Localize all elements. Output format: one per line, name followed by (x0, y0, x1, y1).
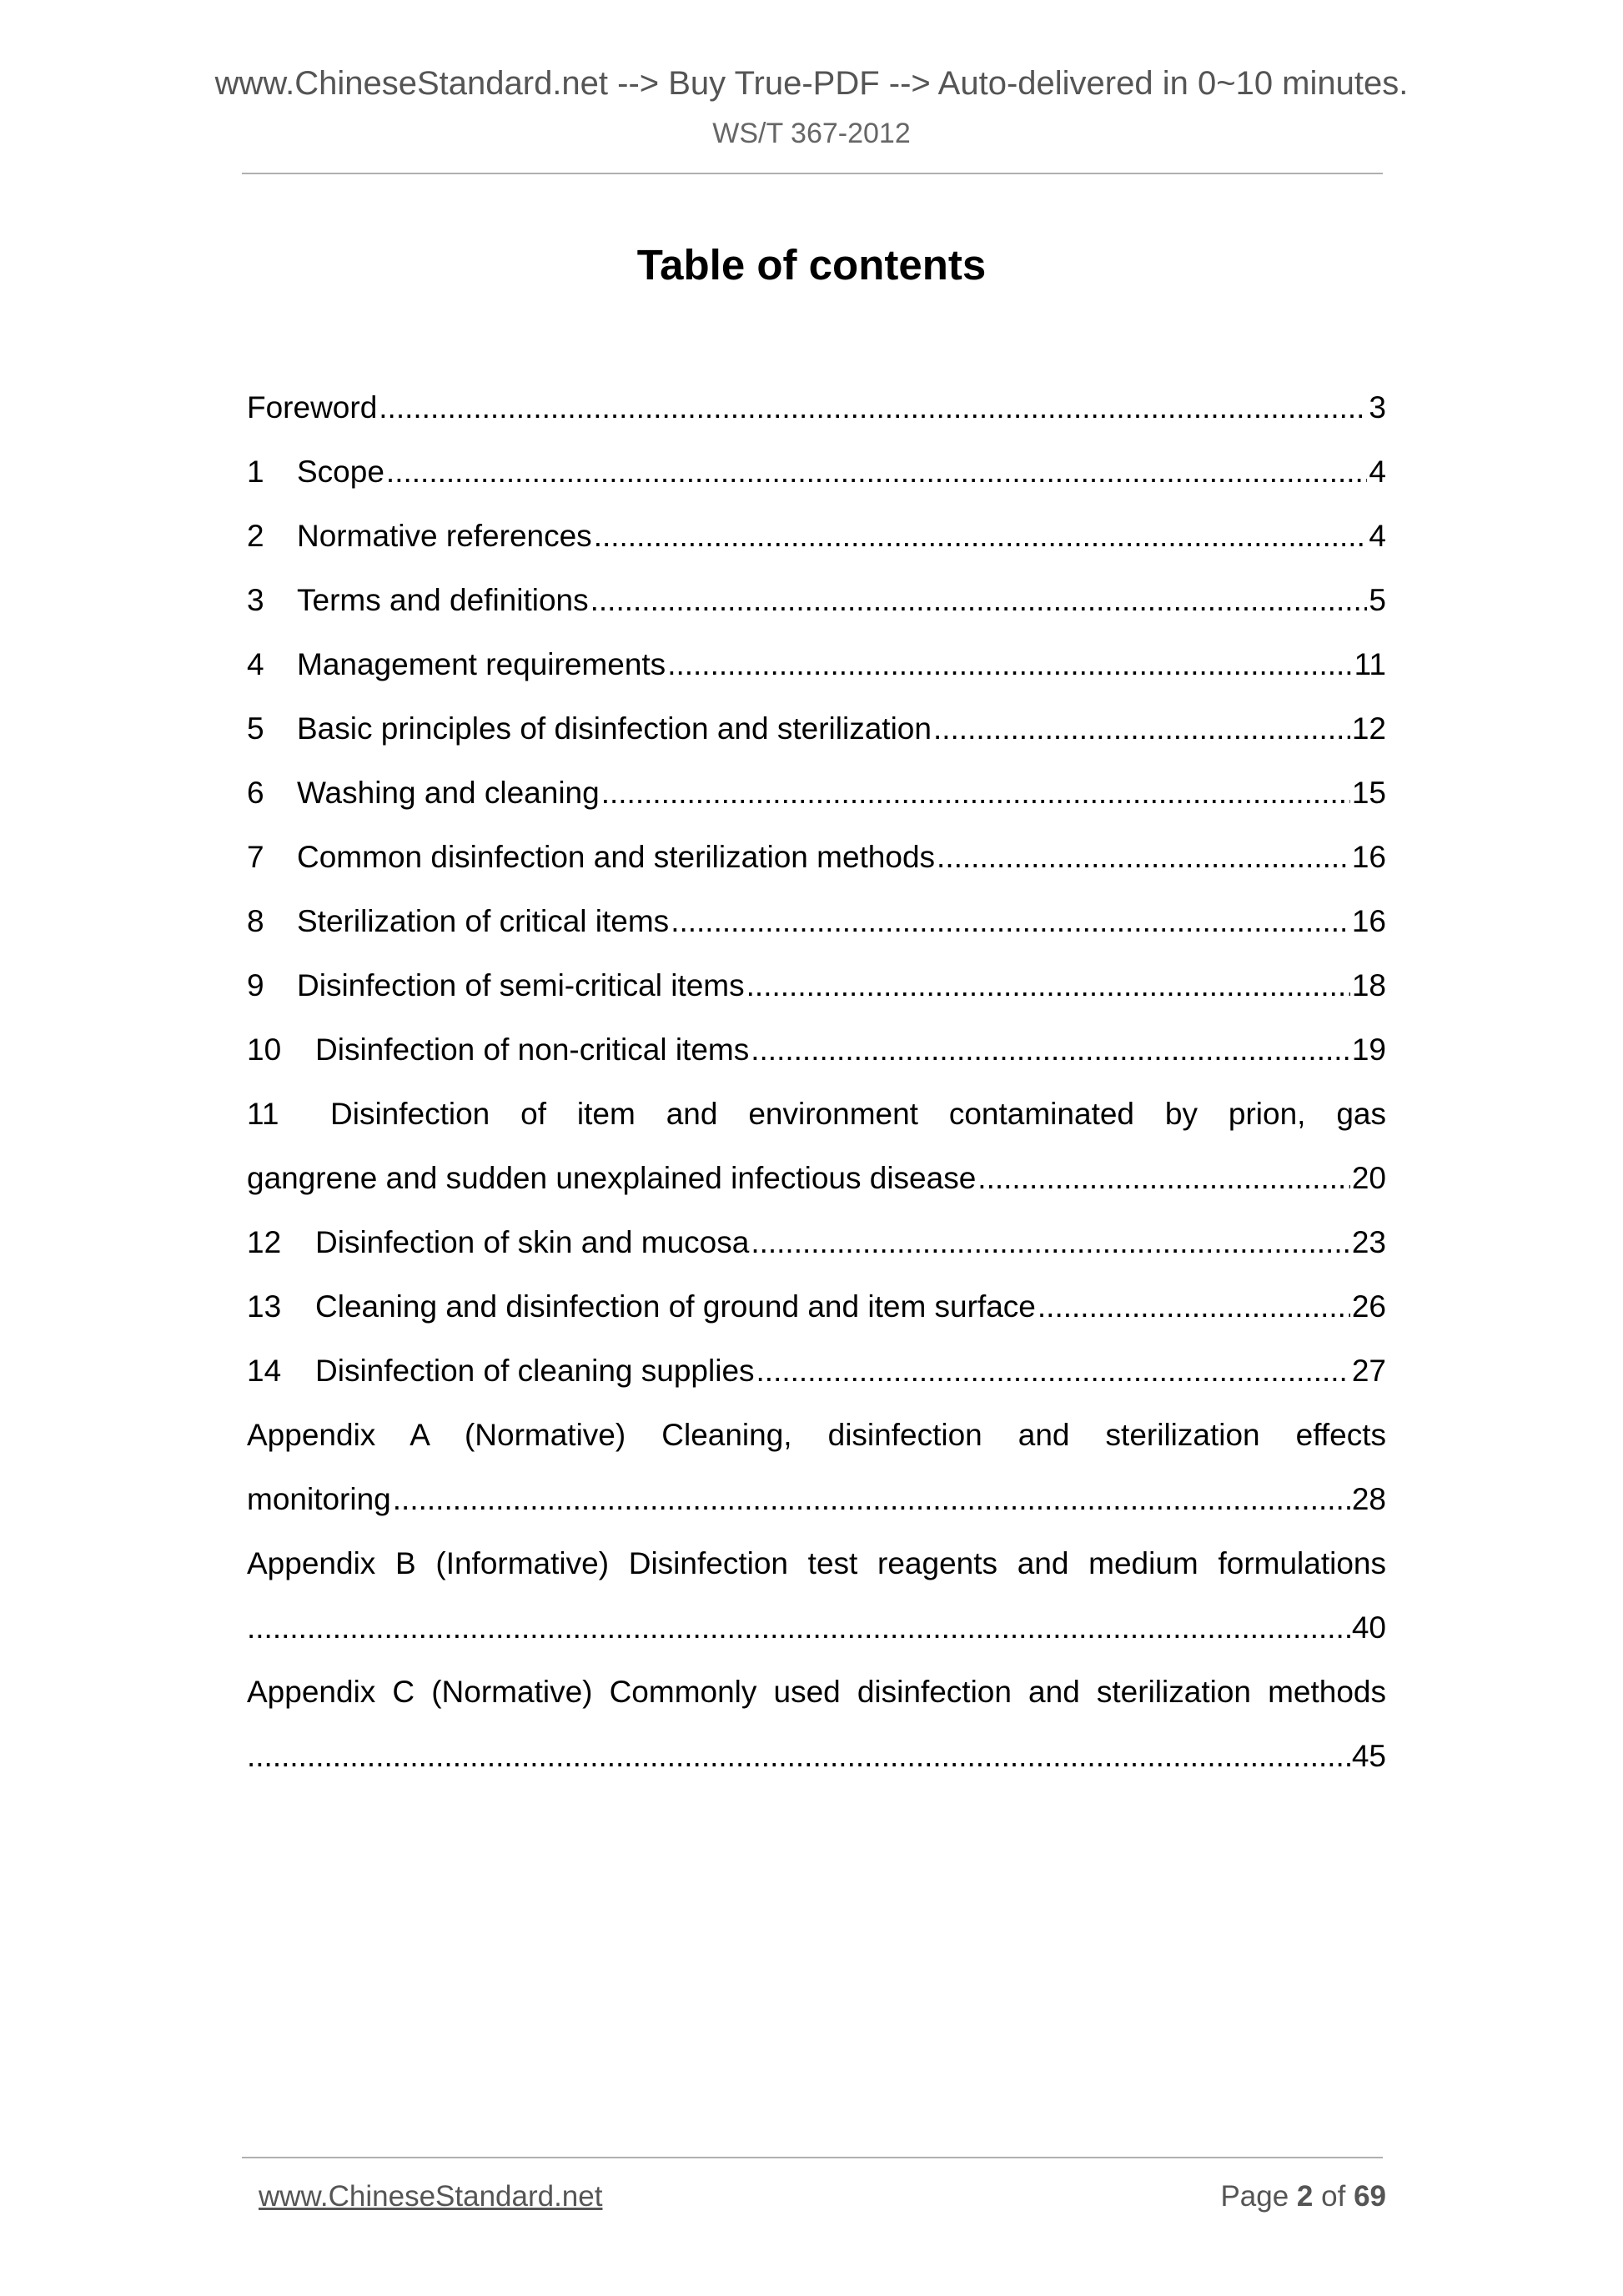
toc-leader-dots (746, 953, 1350, 1017)
toc-entry-page: 23 (1351, 1225, 1386, 1259)
toc-entry-number: 4 (247, 647, 264, 681)
toc-entry-title-line1 (247, 1082, 1386, 1146)
toc-entry-page: 40 (1351, 1610, 1386, 1645)
toc-entry-title: Foreword (247, 390, 378, 425)
toc-leader-dots (247, 1724, 1350, 1788)
toc-entry-page: 45 (1351, 1739, 1386, 1773)
toc-entry-title: Disinfection of cleaning supplies (315, 1354, 755, 1388)
toc-leader-dots (594, 504, 1368, 568)
toc-entry-title: Washing and cleaning (297, 776, 600, 810)
toc-entry-9[interactable] (247, 953, 1386, 1017)
toc-entry-title: Appendix A (Normative) Cleaning, disinfection and sterilization effects (247, 1418, 1386, 1452)
toc-entry-2[interactable] (247, 504, 1386, 568)
toc-entry-title: Sterilization of critical items (297, 904, 670, 938)
toc-entry-page: 20 (1351, 1161, 1386, 1195)
toc-entry-number: 12 (247, 1225, 282, 1259)
toc-leader-dots (379, 375, 1367, 440)
page-title: Table of contents (636, 241, 987, 289)
toc-entry-number: 10 (247, 1032, 282, 1067)
toc-entry-12[interactable] (247, 1210, 1386, 1274)
toc-entry-page: 27 (1351, 1354, 1386, 1388)
toc-entry-title: Basic principles of disinfection and sterilization (297, 711, 932, 746)
toc-entry-number: 1 (247, 455, 264, 489)
toc-entry-number: 5 (247, 711, 264, 746)
toc-entry-1[interactable] (247, 440, 1386, 504)
toc-entry-title: Appendix C (Normative) Commonly used disinfection and sterilization methods (247, 1675, 1386, 1709)
page-total: 69 (1354, 2180, 1386, 2213)
toc-leader-dots (590, 568, 1368, 632)
toc-leader-dots (667, 632, 1352, 696)
toc-entry-title: Common disinfection and sterilization methods (297, 840, 936, 874)
table-of-contents (247, 375, 1386, 1788)
toc-entry-title: Management requirements (297, 647, 666, 681)
toc-entry-page: 3 (1369, 390, 1386, 425)
toc-entry-5[interactable] (247, 696, 1386, 761)
toc-entry-page: 26 (1351, 1289, 1386, 1324)
toc-entry-13[interactable] (247, 1274, 1386, 1339)
toc-entry-appendix-c[interactable] (247, 1660, 1386, 1788)
toc-entry-number: 3 (247, 583, 264, 617)
toc-leader-dots (756, 1339, 1350, 1403)
toc-entry-page: 16 (1351, 904, 1386, 938)
toc-leader-dots (601, 761, 1350, 825)
toc-entry-title: Cleaning and disinfection of ground and item surface (315, 1289, 1036, 1324)
toc-entry-number: 11 (247, 1097, 279, 1131)
toc-entry-number: 6 (247, 776, 264, 810)
toc-entry-page: 15 (1351, 776, 1386, 810)
toc-entry-page: 12 (1351, 711, 1386, 746)
page-label: Page (1220, 2180, 1289, 2213)
toc-leader-dots (386, 440, 1368, 504)
toc-entry-page: 4 (1369, 519, 1386, 553)
toc-entry-3[interactable] (247, 568, 1386, 632)
toc-entry-title: Appendix B (Informative) Disinfection test reagents and medium formulations (247, 1546, 1386, 1580)
page-current: 2 (1296, 2180, 1314, 2213)
toc-entry-10[interactable] (247, 1017, 1386, 1082)
toc-leader-dots (977, 1146, 1350, 1210)
page-number (1220, 2178, 1386, 2215)
toc-leader-dots (393, 1467, 1350, 1531)
toc-entry-page: 19 (1351, 1032, 1386, 1067)
toc-entry-7[interactable] (247, 825, 1386, 889)
toc-entry-foreword[interactable] (247, 375, 1386, 440)
toc-entry-title-line2 (247, 1724, 1386, 1788)
footer-website-link[interactable]: www.ChineseStandard.net (259, 2180, 603, 2213)
toc-entry-title: Normative references (297, 519, 592, 553)
toc-entry-8[interactable] (247, 889, 1386, 953)
footer-divider (242, 2157, 1383, 2158)
toc-entry-page: 28 (1351, 1482, 1386, 1516)
page-of: of (1321, 2180, 1346, 2213)
toc-leader-dots (751, 1017, 1350, 1082)
toc-entry-title-continued: monitoring (247, 1482, 391, 1516)
toc-entry-appendix-a[interactable] (247, 1403, 1386, 1531)
toc-entry-page: 4 (1369, 455, 1386, 489)
toc-entry-number: 13 (247, 1289, 282, 1324)
toc-entry-11[interactable] (247, 1082, 1386, 1210)
toc-leader-dots (751, 1210, 1350, 1274)
toc-leader-dots (1038, 1274, 1350, 1339)
toc-entry-title-line2 (247, 1146, 1386, 1210)
toc-entry-title-line2 (247, 1467, 1386, 1531)
toc-leader-dots (937, 825, 1350, 889)
toc-leader-dots (671, 889, 1350, 953)
toc-entry-number: 14 (247, 1354, 282, 1388)
toc-entry-4[interactable] (247, 632, 1386, 696)
toc-leader-dots (933, 696, 1350, 761)
toc-entry-title: Disinfection of item and environment contaminated by prion, gas (330, 1097, 1386, 1131)
standard-code: WS/T 367-2012 (712, 118, 911, 149)
toc-entry-title-continued: gangrene and sudden unexplained infectious disease (247, 1161, 977, 1195)
toc-entry-title-line2 (247, 1595, 1386, 1660)
toc-entry-page: 5 (1369, 583, 1386, 617)
toc-entry-title: Terms and definitions (297, 583, 589, 617)
toc-entry-title: Scope (297, 455, 384, 489)
toc-entry-page: 11 (1354, 647, 1386, 681)
toc-entry-title: Disinfection of non-critical items (315, 1032, 750, 1067)
toc-entry-number: 7 (247, 840, 264, 874)
toc-entry-appendix-b[interactable] (247, 1531, 1386, 1660)
toc-leader-dots (247, 1595, 1350, 1660)
toc-entry-14[interactable] (247, 1339, 1386, 1403)
toc-entry-number: 2 (247, 519, 264, 553)
toc-entry-6[interactable] (247, 761, 1386, 825)
header-banner: www.ChineseStandard.net --> Buy True-PDF --> Auto-delivered in 0~10 minutes. (214, 65, 1409, 102)
toc-entry-page: 16 (1351, 840, 1386, 874)
toc-entry-page: 18 (1351, 968, 1386, 1002)
toc-entry-number: 8 (247, 904, 264, 938)
toc-entry-number: 9 (247, 968, 264, 1002)
header-divider (242, 173, 1383, 174)
toc-entry-title: Disinfection of semi-critical items (297, 968, 745, 1002)
toc-entry-title: Disinfection of skin and mucosa (315, 1225, 750, 1259)
